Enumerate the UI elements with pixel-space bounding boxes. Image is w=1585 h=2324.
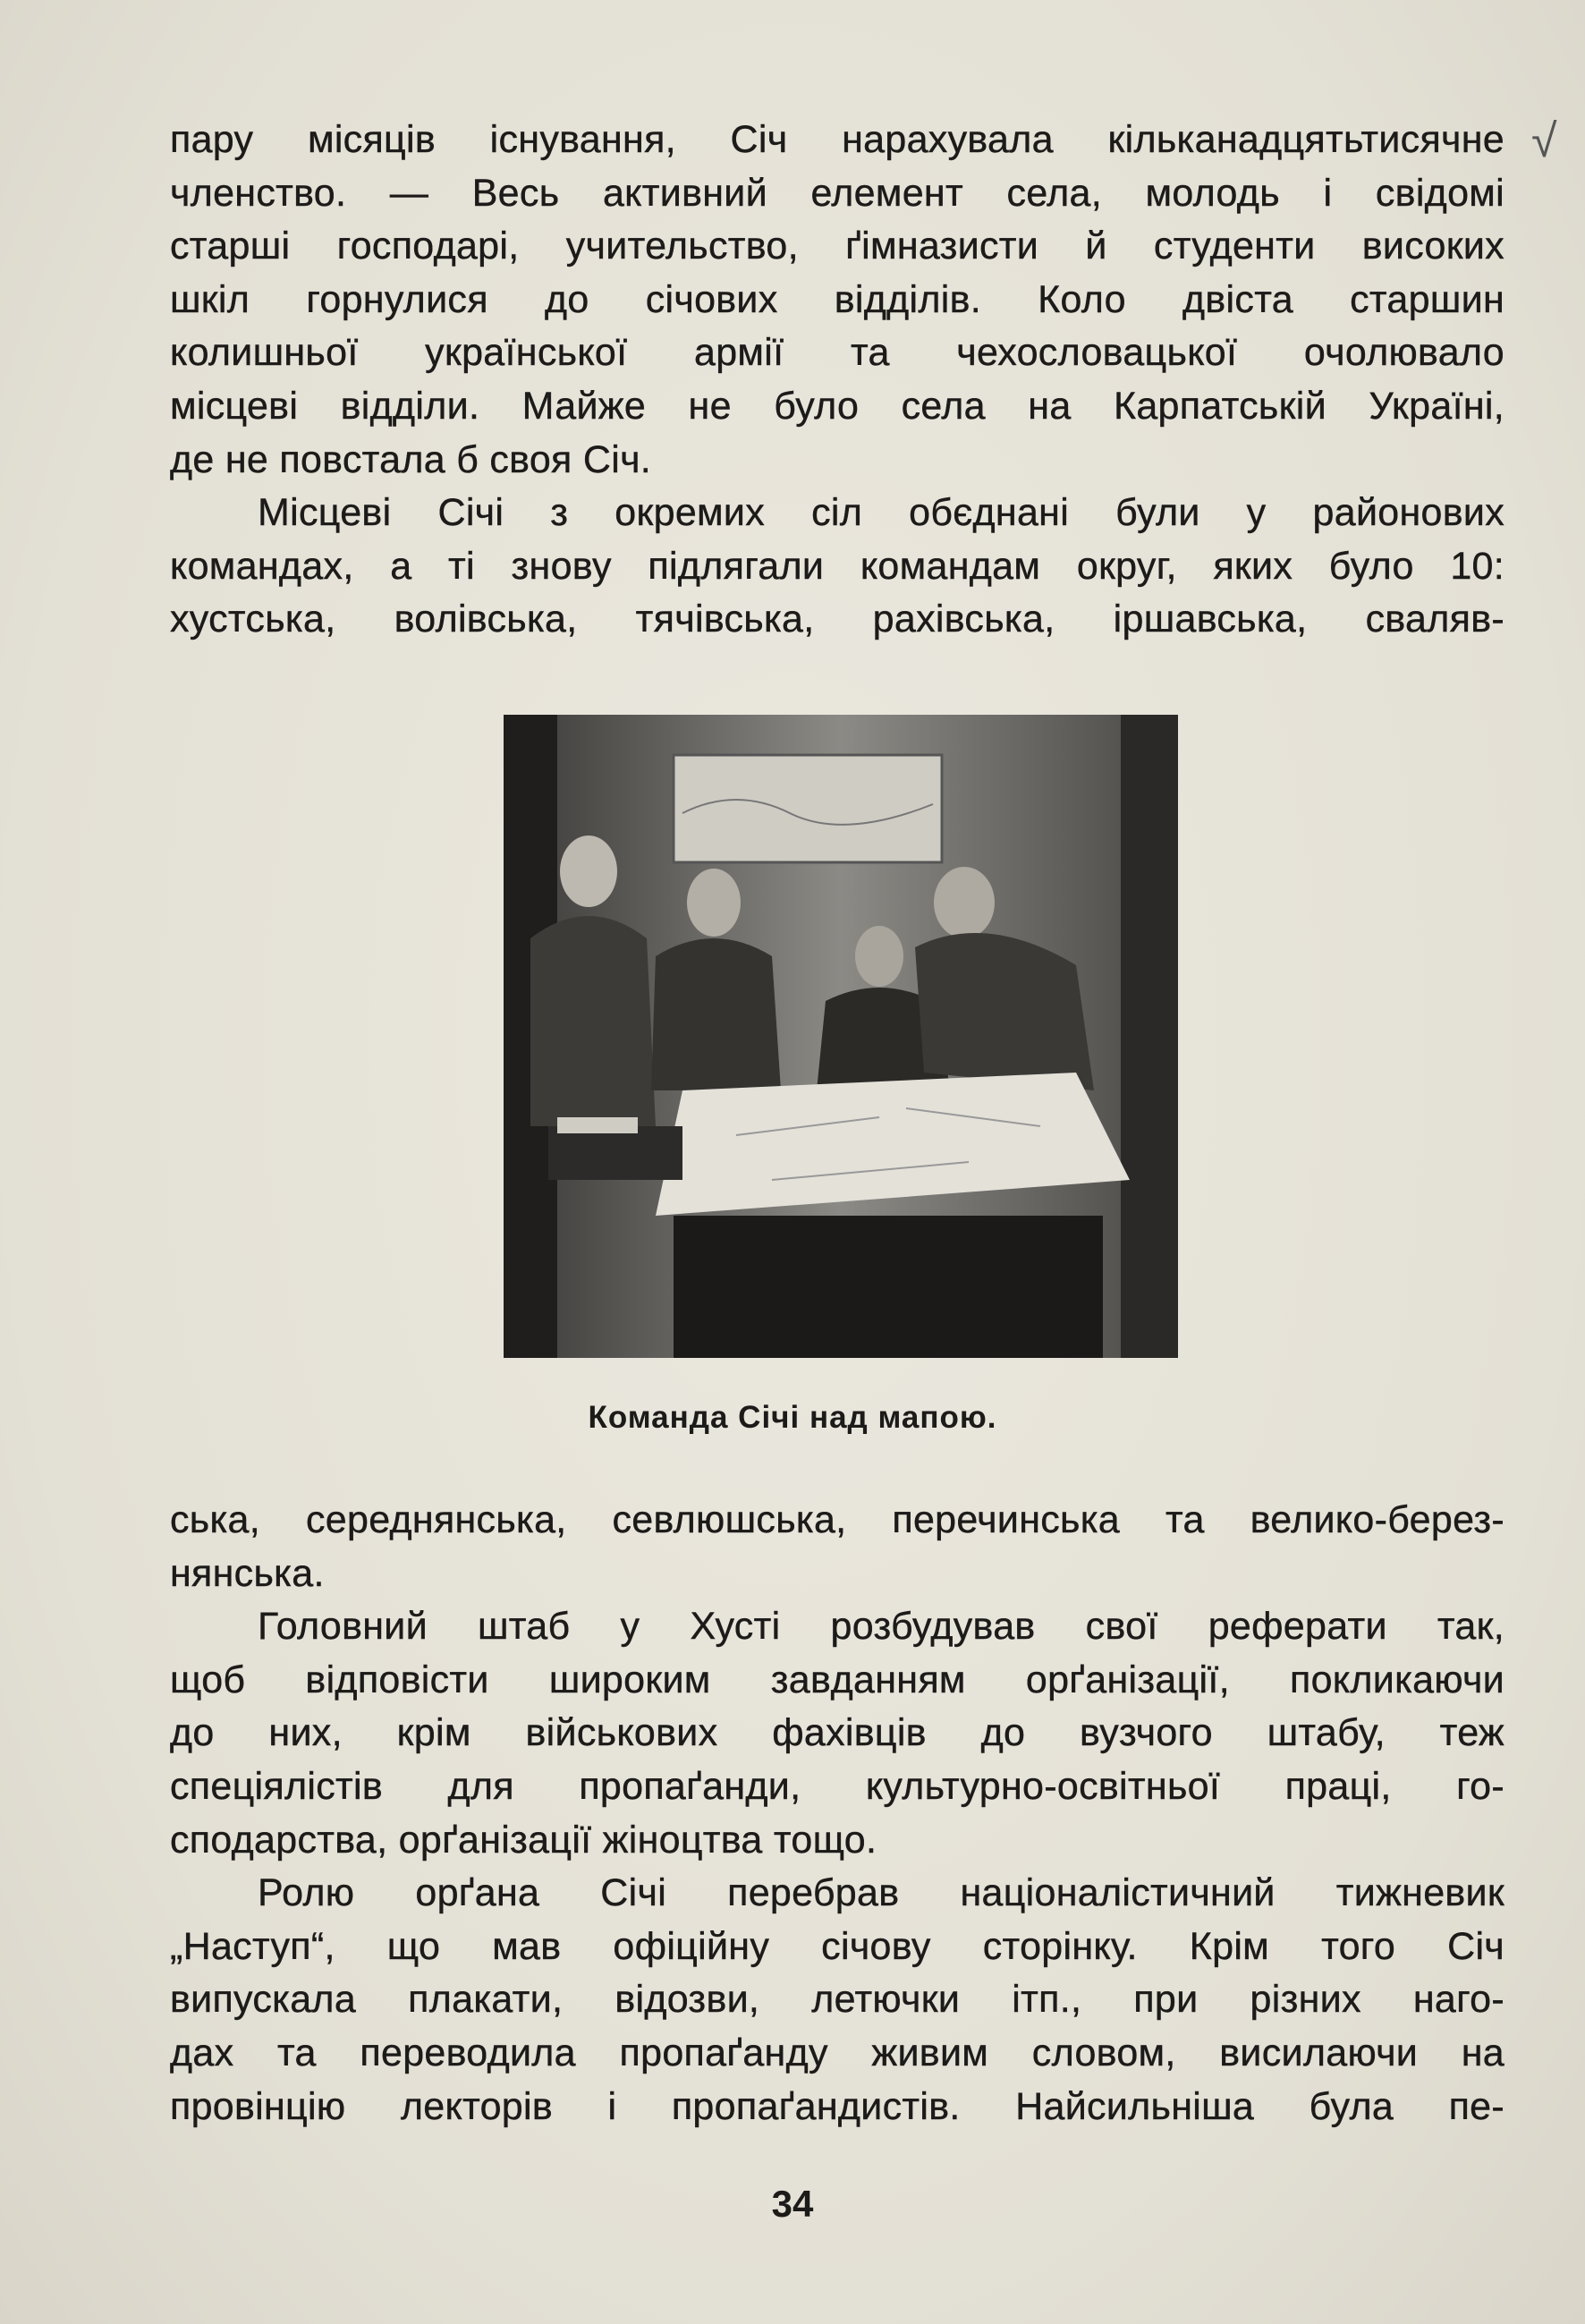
paragraph	[170, 487, 1504, 647]
paragraph	[170, 1867, 1504, 2133]
text-line: де не повстала б своя Січ.	[170, 437, 652, 481]
paragraph	[170, 1494, 1504, 1600]
text-block-bottom	[170, 1494, 1504, 2133]
text-line: колишньої української армії та чехословацької очолювало	[170, 331, 1504, 375]
text-line: Головний штаб у Хусті розбудував свої реферати так,	[258, 1605, 1504, 1649]
paragraph	[170, 114, 1504, 487]
text-line: спеціялістів для пропаґанди, культурно-освітньої праці, го-	[170, 1764, 1504, 1808]
text-line: шкіл горнулися до січових відділів. Коло двіста старшин	[170, 277, 1504, 321]
text-line: Місцеві Січі з окремих сіл обєднані були у районових	[258, 491, 1504, 535]
text-line: сподарства, орґанізації жіноцтва тощо.	[170, 1818, 877, 1862]
photo-illustration	[504, 715, 1178, 1358]
text-line: нянська.	[170, 1551, 325, 1595]
text-line: щоб відповісти широким завданням орґанізації, покликаючи	[170, 1658, 1504, 1701]
page-number: 34	[771, 2183, 814, 2225]
text-line: провінцію лекторів і пропаґандистів. Найсильніша була пе-	[170, 2084, 1504, 2128]
photo-team-over-map	[504, 715, 1178, 1358]
paragraph	[170, 1600, 1504, 1867]
text-line: старші господарі, учительство, ґімназисти й студенти високих	[170, 225, 1504, 268]
text-line: Ролю орґана Січі перебрав націоналістичний тижневик	[258, 1871, 1504, 1915]
text-line: пару місяців існування, Січ нарахувала кільканадцятьтисячне	[170, 118, 1504, 161]
text-line: дах та переводила пропаґанду живим словом, висилаючи на	[170, 2031, 1504, 2074]
text-block-top	[170, 114, 1504, 647]
margin-checkmark: √	[1531, 115, 1557, 167]
text-line: місцеві відділи. Майже не було села на Карпатській Україні,	[170, 384, 1504, 428]
figure-caption: Команда Січі над мапою.	[588, 1400, 997, 1435]
text-line: командах, а ті знову підлягали командам округ, яких було 10:	[170, 544, 1504, 588]
text-line: „Наступ“, що мав офіційну січову сторінку. Крім того Січ	[170, 1924, 1504, 1968]
text-line: випускала плакати, відозви, летючки ітп., при різних наго-	[170, 1978, 1504, 2022]
text-line: ська, середнянська, севлюшська, перечинська та велико-берез-	[170, 1498, 1504, 1541]
text-line: до них, крім військових фахівців до вузчого штабу, теж	[170, 1711, 1504, 1755]
text-line: членство. — Весь активний елемент села, молодь і свідомі	[170, 171, 1504, 215]
text-line: хустська, волівська, тячівська, рахівська, іршавська, сваляв-	[170, 598, 1504, 641]
